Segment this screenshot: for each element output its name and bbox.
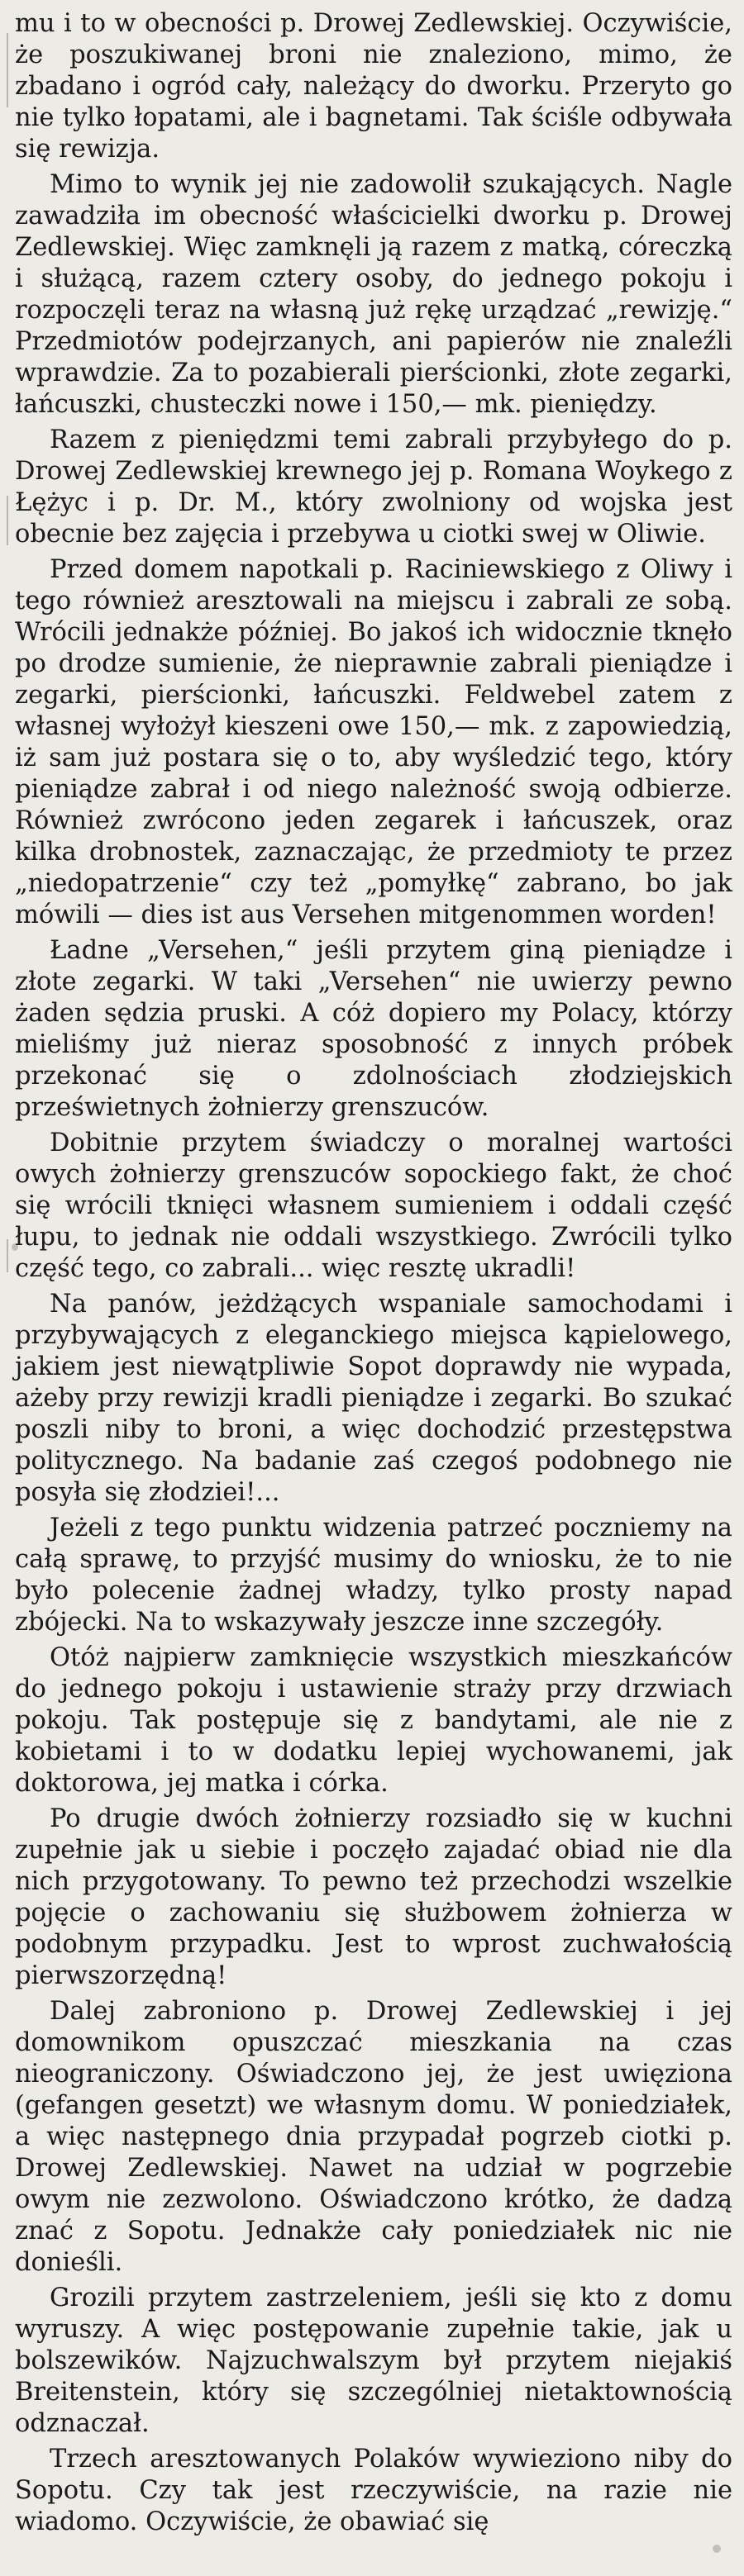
article-paragraph: Trzech aresztowanych Polaków wywieziono niby do Sopotu. Czy tak jest rzeczywiście, na razie nie wiadomo. Oczywiście, że obawiać się — [15, 2445, 732, 2536]
article-paragraph: mu i to w obecności p. Drowej Zedlewskiej. Oczywiście, że poszukiwanej broni nie znaleziono, mimo, że zbadano i ogród cały, należący do dworku. Przeryto go nie tylko łopatami, ale i bagnetami. Tak ściśle odbywała się rewizja. — [15, 9, 732, 164]
article-paragraph: Po drugie dwóch żołnierzy rozsiadło się w kuchni zupełnie jak u siebie i poczęło zajadać obiad nie dla nich przygotowany. To pewno też przechodzi wszelkie pojęcie o zachowaniu się służbowem żołnierza w podobnym przypadku. Jest to wprost zuchwałością pierwszorzędną! — [15, 1804, 732, 1990]
article-paragraph: Dobitnie przytem świadczy o moralnej wartości owych żołnierzy grenszuców sopockiego fakt, że choć się wrócili tknięci własnem sumieniem i oddali część łupu, to jednak nie oddali wszystkiego. Zwrócili tylko część tego, co zabrali... więc resztę ukradli! — [15, 1129, 732, 1283]
column-rule — [7, 496, 8, 545]
article-column — [15, 8, 732, 2542]
article-paragraph: Ładne „Versehen,“ jeśli przytem giną pieniądze i złote zegarki. W taki „Versehen“ nie uwierzy pewno żaden sędzia pruski. A cóż dopiero my Polacy, którzy mieliśmy już nieraz sposobność z innych próbek przekonać się o zdolnościach złodziejskich prześwietnych żołnierzy grenszuców. — [15, 936, 732, 1122]
article-paragraph: Mimo to wynik jej nie zadowolił szukających. Nagle zawadziła im obecność właścicielki dworku p. Drowej Zedlewskiej. Więc zamknęli ją razem z matką, córeczką i służącą, razem cztery osoby, do jednego pokoju i rozpoczęli teraz na własną już rękę urządzać „rewizję.“ Przedmiotów podejrzanych, ani papierów nie znaleźli wprawdzie. Za to pozabierali pierścionki, złote zegarki, łańcuszki, chusteczki nowe i 150,— mk. pieniędzy. — [15, 170, 732, 419]
article-paragraph: Otóż najpierw zamknięcie wszystkich mieszkańców do jednego pokoju i ustawienie straży przy drzwiach pokoju. Tak postępuje się z bandytami, ale nie z kobietami i to w dodatku lepiej wychowanemi, jak doktorowa, jej matka i córka. — [15, 1643, 732, 1798]
article-paragraph: Na panów, jeżdżących wspaniale samochodami i przybywających z eleganckiego miejsca kąpielowego, jakiem jest niewątpliwie Sopot doprawdy nie wypada, ażeby przy rewizji kradli pieniądze i zegarki. Bo szukać poszli niby to broni, a więc dochodzić przestępstwa politycznego. Na badanie zaś czegoś podobnego nie posyła się złodziei!... — [15, 1290, 732, 1507]
article-paragraph: Grozili przytem zastrzeleniem, jeśli się kto z domu wyruszy. A więc postępowanie zupełnie takie, jak u bolszewików. Najzuchwalszym był przytem niejakiś Breitenstein, który się szczególniej nietaktownością odznaczał. — [15, 2284, 732, 2438]
article-paragraph: Przed domem napotkali p. Raciniewskiego z Oliwy i tego również aresztowali na miejscu i zabrali ze sobą. Wrócili jednakże później. Bo jakoś ich widocznie tknęło po drodze sumienie, że nieprawnie zabrali pieniądze i zegarki, pierścionki, łańcuszki. Feldwebel zatem z własnej wyłożył kieszeni owe 150,— mk. z zapowiedzią, iż sam już postara się o to, aby wyśledzić tego, który pieniądze zabrał i od niego należność swoją odbierze. Również zwrócono jeden zegarek i łańcuszek, oraz kilka drobnostek, zaznaczając, że przedmioty te przez „niedopatrzenie“ czy też „pomyłkę“ zabrano, bo jak mówili — dies ist aus Versehen mitgenommen worden! — [15, 555, 732, 929]
article-paragraph: Razem z pieniędzmi temi zabrali przybyłego do p. Drowej Zedlewskiej krewnego jej p. Romana Woykego z Łężyc i p. Dr. M., który zwolniony od wojska jest obecnie bez zajęcia i przebywa u ciotki swej w Oliwie. — [15, 425, 732, 549]
article-paragraph: Dalej zabroniono p. Drowej Zedlewskiej i jej domownikom opuszczać mieszkania na czas nieograniczony. Oświadczono jej, że jest uwięziona (gefangen gesetzt) we własnym domu. W poniedziałek, a więc następnego dnia przypadał pogrzeb ciotki p. Drowej Zedlewskiej. Nawet na udział w pogrzebie owym nie zezwolono. Oświadczono krótko, że dadzą znać z Sopotu. Jednakże cały poniedziałek nic nie donieśli. — [15, 1997, 732, 2277]
article-paragraph: Jeżeli z tego punktu widzenia patrzeć poczniemy na całą sprawę, to przyjść musimy do wniosku, że to nie było polecenie żadnej władzy, tylko prosty napad zbójecki. Na to wskazywały jeszcze inne szczegóły. — [15, 1514, 732, 1637]
column-rule — [7, 33, 8, 107]
column-rule — [7, 1239, 8, 1272]
print-speck — [713, 2545, 721, 2553]
